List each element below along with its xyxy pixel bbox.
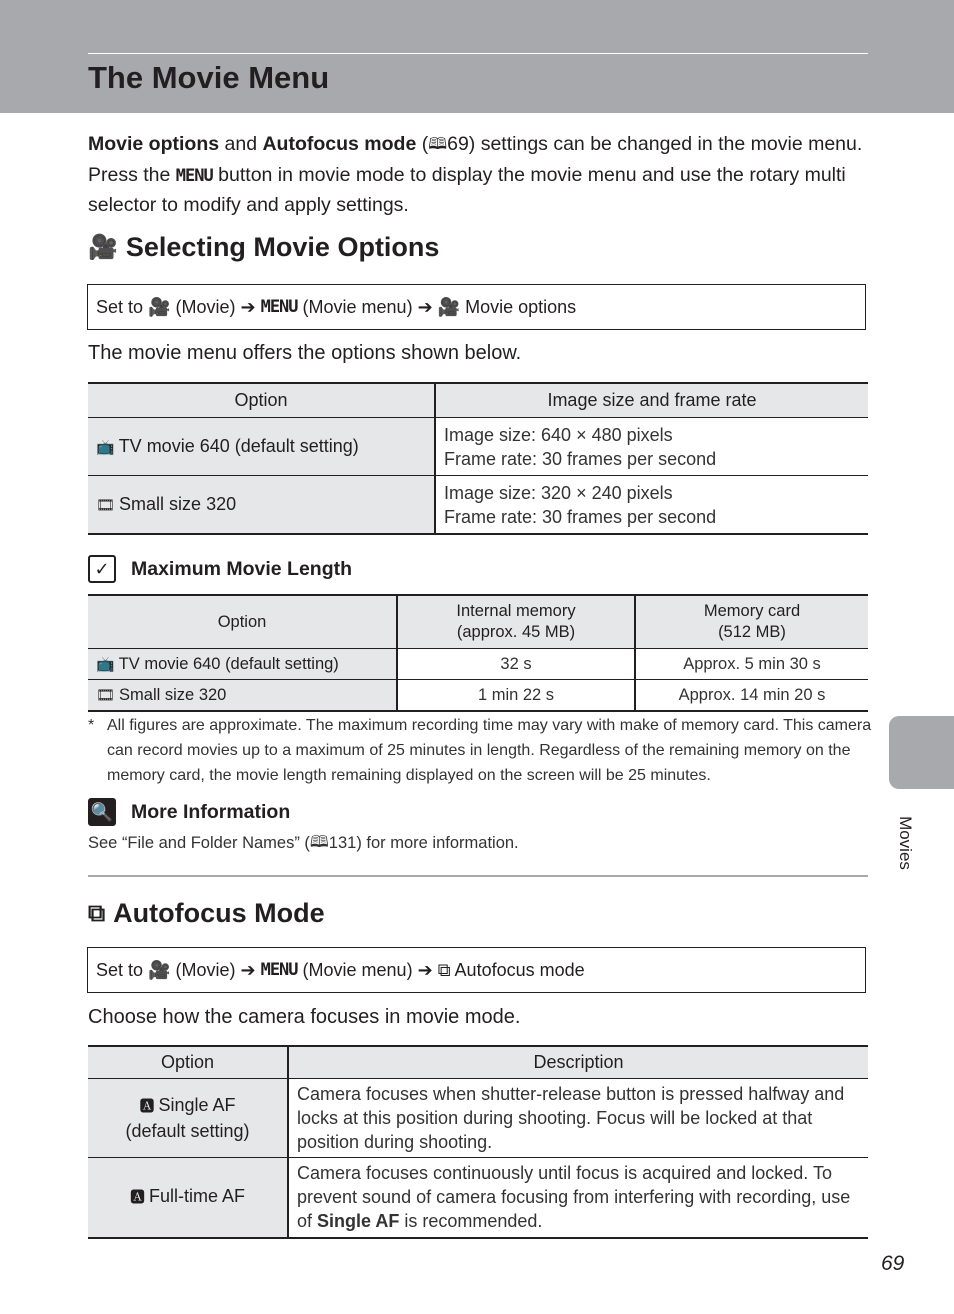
max-length-heading xyxy=(88,555,352,583)
option-label: Single AF xyxy=(158,1095,236,1115)
description-text: Camera focuses continuously until focus is acquired and locked. To prevent sound of camera focusing from interfering with recording, use of xyxy=(297,1163,851,1232)
menu-path-box xyxy=(87,284,866,330)
table-row xyxy=(88,1079,868,1158)
image-size: Image size: 640 × 480 pixels xyxy=(444,424,673,445)
value-cell xyxy=(435,476,868,535)
section-divider xyxy=(88,875,868,877)
max-length-table xyxy=(88,594,868,712)
option-sub-label: (default setting) xyxy=(125,1121,250,1141)
max-length-title: Maximum Movie Length xyxy=(131,557,353,580)
menu-button-icon: MENU xyxy=(260,960,298,980)
section-title-movie-options xyxy=(88,232,439,263)
autofocus-table xyxy=(88,1045,868,1239)
description-text: is recommended. xyxy=(399,1211,543,1232)
path-movie-menu: (Movie menu) xyxy=(297,296,418,317)
intro-rest: button in movie mode to display the movie menu and use the rotary multi selector to modify and apply settings. xyxy=(88,163,846,216)
header-rule xyxy=(88,53,868,54)
intro-movie-options: Movie options xyxy=(88,133,220,155)
autofocus-mode-icon: ⧉ xyxy=(88,899,106,927)
option-cell xyxy=(88,1158,288,1238)
tv-movie-icon: 📺 xyxy=(96,439,115,456)
book-reference-icon: 🕮 xyxy=(309,834,329,851)
path-movie: (Movie) xyxy=(170,296,241,317)
table-row xyxy=(88,649,868,680)
small-size-icon: 🎞 xyxy=(96,497,116,514)
frame-rate: Frame rate: 30 frames per second xyxy=(444,448,717,469)
option-cell xyxy=(88,418,435,476)
section-title-text: Selecting Movie Options xyxy=(125,232,440,262)
movie-camera-icon: 🎥 xyxy=(88,234,118,261)
af-single-icon: 🅰 xyxy=(139,1098,155,1115)
page-number: 69 xyxy=(881,1252,905,1275)
intro-autofocus-mode: Autofocus mode xyxy=(262,133,417,155)
intro-and: and xyxy=(219,133,263,155)
header-line: Internal memory xyxy=(456,602,576,620)
path-set-to: Set to xyxy=(96,296,149,317)
table-header-card xyxy=(635,595,868,649)
footnote-text: All figures are approximate. The maximum recording time may vary with make of memory card. This camera can record movies up to a maximum of 25 minutes in length. Regardless of the remaining memory on the memory card, the movie length remaining displayed on the screen will be 25 minutes. xyxy=(107,717,872,784)
af-fulltime-icon: 🅰 xyxy=(129,1189,145,1207)
more-info-heading xyxy=(88,798,290,826)
frame-rate: Frame rate: 30 frames per second xyxy=(444,506,717,527)
book-reference-icon: 🕮 xyxy=(428,136,448,153)
header-line: Memory card xyxy=(703,602,801,620)
side-tab-label: Movies xyxy=(896,816,915,870)
footnote-mark: * xyxy=(88,717,95,734)
movie-options-table xyxy=(88,382,868,535)
table-header-internal xyxy=(397,595,635,649)
intro-paragraph xyxy=(88,130,878,221)
option-label: Small size 320 xyxy=(119,494,237,514)
card-value: Approx. 14 min 20 s xyxy=(635,680,868,712)
menu-button-icon: MENU xyxy=(260,297,298,317)
section-title-text: Autofocus Mode xyxy=(113,898,325,928)
tv-movie-icon: 📺 xyxy=(96,655,115,673)
more-info-title: More Information xyxy=(131,800,291,823)
header-line: (approx. 45 MB) xyxy=(456,623,576,641)
intro-ref-open: ( xyxy=(416,133,429,155)
table-row xyxy=(88,476,868,535)
more-info-after: 131) for more information. xyxy=(328,834,519,852)
arrow-icon: ➔ xyxy=(417,959,433,980)
menu-button-icon: MENU xyxy=(175,165,213,186)
card-value: Approx. 5 min 30 s xyxy=(635,649,868,680)
movie-camera-icon: 🎥 xyxy=(148,296,171,317)
more-info-text xyxy=(88,832,519,859)
path-target: Autofocus mode xyxy=(450,959,585,980)
option-label: Small size 320 xyxy=(119,685,227,704)
movie-options-lead: The movie menu offers the options shown below. xyxy=(88,342,522,364)
path-movie: (Movie) xyxy=(170,959,241,980)
footnote xyxy=(88,713,878,788)
arrow-icon: ➔ xyxy=(417,296,433,317)
table-row xyxy=(88,418,868,476)
table-header-description: Description xyxy=(288,1046,868,1079)
path-target: Movie options xyxy=(460,296,577,317)
path-set-to: Set to xyxy=(96,959,149,980)
table-header-option: Option xyxy=(88,595,397,649)
table-row xyxy=(88,680,868,712)
autofocus-lead: Choose how the camera focuses in movie mode. xyxy=(88,1006,521,1028)
image-size: Image size: 320 × 240 pixels xyxy=(444,482,673,503)
table-header-option: Option xyxy=(88,383,435,418)
description-bold: Single AF xyxy=(317,1211,400,1232)
table-row xyxy=(88,1158,868,1238)
option-label: Full-time AF xyxy=(149,1186,246,1207)
side-tab xyxy=(889,716,954,789)
internal-value: 32 s xyxy=(397,649,635,680)
page-title: The Movie Menu xyxy=(88,60,330,95)
header-band xyxy=(0,0,954,113)
autofocus-mode-icon: ⧉ xyxy=(437,959,451,980)
more-info-before: See “File and Folder Names” ( xyxy=(88,834,310,852)
path-movie-menu: (Movie menu) xyxy=(297,959,418,980)
intro-ref-page: 69) settings can be changed in the movie menu. Press the xyxy=(88,133,863,186)
option-cell xyxy=(88,1079,288,1158)
small-size-icon: 🎞 xyxy=(96,686,116,704)
internal-value: 1 min 22 s xyxy=(397,680,635,712)
option-cell xyxy=(88,649,397,680)
movie-camera-icon: 🎥 xyxy=(148,959,171,980)
header-line: (512 MB) xyxy=(718,623,786,641)
option-cell xyxy=(88,680,397,712)
magnifier-info-icon: 🔍 xyxy=(88,798,116,826)
option-cell xyxy=(88,476,435,535)
table-header-image-size: Image size and frame rate xyxy=(435,383,868,418)
movie-camera-icon: 🎥 xyxy=(437,296,461,317)
option-label: TV movie 640 (default setting) xyxy=(118,654,339,673)
check-note-icon: ✓ xyxy=(88,555,116,583)
section-title-autofocus xyxy=(88,898,325,929)
option-label: TV movie 640 (default setting) xyxy=(118,436,359,456)
table-header-option: Option xyxy=(88,1046,288,1079)
description-cell: Camera focuses when shutter-release button is pressed halfway and locks at this position during shooting. Focus will be locked at that position during shooting. xyxy=(288,1079,868,1158)
menu-path-box xyxy=(87,947,866,993)
arrow-icon: ➔ xyxy=(240,959,256,980)
arrow-icon: ➔ xyxy=(240,296,256,317)
value-cell xyxy=(435,418,868,476)
description-cell xyxy=(288,1158,868,1238)
